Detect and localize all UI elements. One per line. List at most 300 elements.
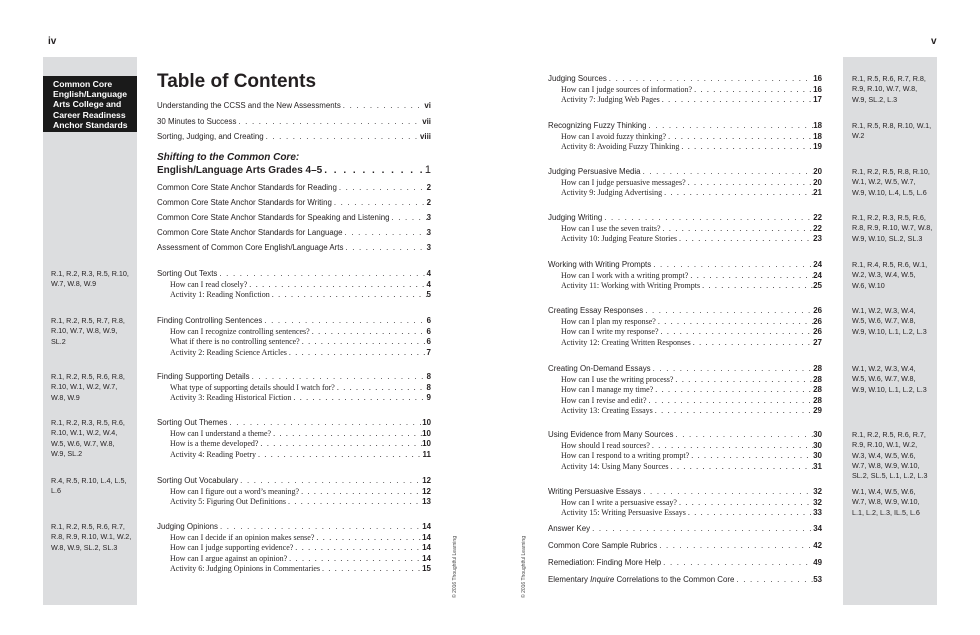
toc-entry-label: Elementary Inquire Correlations to the Common Core [548,575,735,584]
toc-subentry-page-number: 26 [813,327,822,337]
leader-dots [320,564,422,574]
section-heading-label: Working with Writing Prompts [548,260,652,269]
shifting-subheading-label: English/Language Arts Grades 4–5 [157,165,323,176]
section-heading[interactable] [157,476,431,486]
standards-line: W.3, W.4, W.5, W.6, [852,450,916,460]
leader-dots [299,487,422,497]
standards-list [852,306,927,337]
toc-subentry-label: What if there is no controlling sentence? [170,337,300,347]
toc-entry-label: Common Core State Anchor Standards for Writing [157,198,332,207]
standards-list [852,74,926,105]
toc-subentry[interactable] [561,327,822,337]
leader-dots [293,543,422,553]
leader-dots [343,228,427,238]
leader-dots [651,364,814,374]
standards-line: R.8, R.9, R.10, W.1, W.2, [51,532,132,542]
section-heading-label: Writing Persuasive Essays [548,487,642,496]
toc-subentry-label: How can I plan my response? [561,317,656,326]
leader-dots [677,498,813,508]
standards-line: R.1, R.5, R.8, R.10, W.1, [852,121,932,130]
toc-subentry-page-number: 28 [813,395,822,405]
section-heading-label: Judging Persuasive Media [548,167,641,176]
standards-heading-line: Anchor Standards [53,119,128,130]
standards-line: W.5, W.6, W.7, W.8, [852,374,916,384]
toc-subentry-page-number: 24 [813,271,822,280]
section-heading-page-number: 32 [813,487,822,496]
toc-subentry-page-number: 17 [813,95,822,105]
leader-dots [647,121,814,131]
standards-line: W.1, W.4, W.5, W.6, [852,487,916,496]
section-heading-page-number: 4 [426,269,431,278]
toc-subentry-label: How can I recognize controlling sentences? [170,327,310,336]
copyright-notice-left: © 2016 Thoughtful Learning [452,536,458,598]
page-number-right: v [931,36,937,47]
toc-entry-page-number: 42 [813,541,822,550]
section-heading-label: Finding Supporting Details [157,372,250,381]
standards-line: R.1, R.5, R.6, R.7, R.8, [852,74,926,83]
toc-entry[interactable] [548,541,822,551]
toc-entry[interactable] [157,101,431,111]
standards-line: R.10, W.1, W.2, W.4, [51,428,118,438]
toc-subentry-label: Activity 3: Reading Historical Fiction [170,393,292,403]
toc-subentry[interactable] [561,234,822,244]
toc-entry-page-number: 3 [426,228,431,237]
toc-subentry-label: How can I revise and edit? [561,395,647,405]
standards-line: SL.2 [51,336,66,346]
toc-entry-page-number: 2 [426,198,431,207]
section-heading[interactable] [157,316,431,326]
leader-dots [310,327,427,337]
leader-dots [679,142,813,152]
leader-dots [669,462,814,472]
leader-dots [262,316,426,326]
section-heading[interactable] [548,430,822,440]
leader-dots [647,396,814,406]
toc-entry[interactable] [157,228,431,238]
toc-subentry-label: How can I argue against an opinion? [170,553,288,563]
leader-dots [250,372,427,382]
standards-heading-line: Common Core [53,79,113,89]
toc-subentry-page-number: 25 [813,281,822,291]
section-heading-label: Sorting Out Themes [157,418,228,427]
leader-dots [256,450,423,460]
leader-dots [641,167,814,177]
toc-subentry-page-number: 14 [422,543,431,553]
toc-subentry-label: How can I read closely? [170,280,248,289]
toc-subentry-label: How can I avoid fuzzy thinking? [561,132,667,141]
leader-dots [661,558,813,568]
section-heading[interactable] [548,74,822,84]
toc-entry-page-number: vi [424,101,431,110]
standards-line: W.2, W.3, W.4, W.5, [852,270,916,280]
toc-subentry-label: Activity 15: Writing Persuasive Essays [561,508,686,518]
standards-line: R.1, R.2, R.3, R.5, R.6, [51,418,125,427]
toc-entry-label: Sorting, Judging, and Creating [157,132,264,141]
toc-subentry-page-number: 13 [422,497,431,507]
leader-dots [264,132,420,142]
toc-subentry-page-number: 10 [422,429,431,438]
toc-subentry[interactable] [170,393,431,403]
toc-subentry-label: How can I use the writing process? [561,375,674,384]
standards-line: W.2 [852,131,865,141]
toc-entry-label: Common Core State Anchor Standards for Language [157,228,343,237]
toc-entry-label: Understanding the CCSS and the New Assessments [157,101,341,110]
standards-line: W.9, W.10, SL.2, SL.3 [852,233,923,243]
standards-line: R.9, R.10, W.1, W.2, [852,440,918,450]
toc-subentry-label: Activity 1: Reading Nonfiction [170,290,270,300]
section-heading-label: Recognizing Fuzzy Thinking [548,121,647,130]
toc-subentry[interactable] [170,337,431,347]
leader-dots [677,234,813,244]
toc-subentry[interactable] [561,188,822,198]
toc-subentry-page-number: 23 [813,234,822,244]
toc-subentry[interactable] [170,280,431,290]
standards-heading-line: Arts College and [53,99,122,110]
toc-subentry[interactable] [170,497,431,507]
toc-subentry-page-number: 15 [422,563,431,573]
toc-entry[interactable] [157,117,431,127]
shifting-page-number: 1 [424,164,431,176]
section-heading-page-number: 22 [813,213,822,222]
leader-dots [343,243,426,253]
toc-subentry[interactable] [561,375,822,385]
leader-dots [659,327,814,337]
toc-entry-page-number: 3 [426,213,431,222]
leader-dots [660,95,813,105]
leader-dots [734,575,813,585]
section-heading-label: Judging Opinions [157,522,218,531]
toc-subentry-label: What type of supporting details should I watch for? [170,383,335,392]
toc-subentry-label: How can I write my response? [561,327,659,337]
section-heading-label: Creating Essay Responses [548,306,644,315]
leader-dots [271,429,422,439]
shifting-subheading[interactable] [157,164,431,176]
standards-heading-box [43,76,137,132]
toc-subentry-label: How can I figure out a word’s meaning? [170,487,300,496]
section-heading-page-number: 18 [813,121,822,130]
leader-dots [673,430,813,440]
standards-line: R.1, R.2, R.3, R.5, R.6, [852,213,926,222]
section-heading-page-number: 14 [422,522,431,531]
standards-list [51,372,125,403]
standards-line: W.5, W.6, W.7, W.8, [51,438,115,448]
toc-entry[interactable] [548,575,822,585]
toc-subentry[interactable] [561,317,822,327]
section-heading-label: Creating On-Demand Essays [548,364,651,373]
toc-subentry-label: Activity 13: Creating Essays [561,405,653,415]
leader-dots [300,337,427,347]
section-heading-page-number: 12 [422,476,431,485]
standards-line: R.1, R.2, R.5, R.6, R.7, [51,522,125,531]
toc-entry-label: Common Core State Anchor Standards for Speaking and Listening [157,213,390,222]
toc-entry-label: Remediation: Finding More Help [548,558,662,567]
leader-dots [291,393,426,403]
toc-subentry[interactable] [561,406,822,416]
toc-subentry-label: How can I judge persuasive messages? [561,178,686,187]
standards-line: W.1, W.2, W.3, W.4, [852,306,916,315]
toc-subentry-label: Activity 12: Creating Written Responses [561,337,691,347]
standards-list [51,476,127,497]
toc-entry-label: Common Core Sample Rubrics [548,541,658,550]
section-heading-label: Judging Writing [548,213,603,222]
toc-subentry-page-number: 6 [426,327,431,336]
page-title: Table of Contents [157,71,317,92]
toc-subentry-page-number: 29 [813,405,822,415]
standards-list [852,260,927,291]
toc-subentry-label: How can I manage my time? [561,385,654,395]
leader-dots [227,418,422,428]
section-heading[interactable] [548,167,822,177]
toc-subentry[interactable] [170,383,431,393]
shifting-heading: Shifting to the Common Core: [157,152,300,163]
section-heading[interactable] [548,364,822,374]
leader-dots [656,317,813,327]
toc-subentry[interactable] [170,348,431,358]
section-heading[interactable] [548,213,822,223]
standards-line: L.6 [51,486,61,496]
section-heading-page-number: 26 [813,306,822,315]
standards-line: R.1, R.2, R.5, R.7, R.8, [51,316,125,325]
standards-list [51,269,129,290]
leader-dots [653,406,813,416]
toc-entry-page-number: vii [422,117,431,126]
standards-list [51,418,125,459]
leader-dots [673,375,813,385]
toc-subentry[interactable] [561,385,822,395]
leader-dots [389,213,426,223]
toc-subentry-page-number: 33 [813,508,822,518]
toc-subentry-page-number: 12 [422,487,431,496]
toc-subentry-page-number: 20 [813,178,822,187]
section-heading-page-number: 16 [813,74,822,83]
standards-line: L.1, L.2, L.3, IL.5, L.6 [852,507,920,517]
copyright-notice-right: © 2016 Thoughtful Learning [521,536,527,598]
section-heading[interactable] [157,372,431,382]
toc-subentry[interactable] [561,396,822,406]
toc-subentry[interactable] [170,533,431,543]
leader-dots [689,451,813,461]
toc-subentry-label: How can I write a persuasive essay? [561,498,677,507]
section-heading[interactable] [157,269,431,279]
leader-dots [218,522,422,532]
standards-list [852,430,928,481]
toc-subentry[interactable] [561,281,822,291]
toc-entry-page-number: 3 [426,243,431,252]
toc-subentry-label: Activity 10: Judging Feature Stories [561,234,677,244]
leader-dots [332,198,427,208]
standards-line: W.6, W.10 [852,280,885,290]
section-heading[interactable] [157,522,431,532]
standards-list [852,364,927,395]
standards-line: R.1, R.2, R.3, R.5, R.10, [51,269,129,278]
toc-subentry-page-number: 30 [813,441,822,450]
standards-line: W.9, SL.2 [51,448,83,458]
toc-subentry-page-number: 30 [813,451,822,461]
standards-line: R.4, R.5, R.10, L.4, L.5, [51,476,127,485]
leader-dots [688,271,813,281]
leader-dots [691,338,813,348]
standards-line: R.9, R.10, W.7, W.8, [852,84,918,94]
toc-subentry-page-number: 8 [426,383,431,392]
toc-subentry-label: How can I decide if an opinion makes sense? [170,533,315,542]
standards-heading-line: English/Language [53,89,128,100]
section-heading-page-number: 6 [426,316,431,325]
toc-entry-label: Answer Key [548,524,591,533]
toc-subentry-page-number: 6 [426,337,431,347]
toc-subentry[interactable] [561,95,822,105]
standards-line: R.1, R.2, R.5, R.8, R.10, [852,167,930,176]
toc-subentry[interactable] [561,451,822,461]
toc-entry[interactable] [548,558,822,568]
toc-subentry-label: How can I work with a writing prompt? [561,271,689,280]
standards-line: W.1, W.2, W.5, W.7, [852,177,916,187]
toc-entry[interactable] [157,243,431,253]
toc-subentry-page-number: 19 [813,142,822,152]
toc-subentry[interactable] [170,429,431,439]
toc-entry[interactable] [157,132,431,142]
section-heading[interactable] [548,121,822,131]
leader-dots [666,132,813,142]
toc-subentry[interactable] [561,462,822,472]
toc-subentry[interactable] [170,439,431,449]
section-heading[interactable] [548,260,822,270]
section-heading[interactable] [548,306,822,316]
standards-line: W.9, W.10, L.1, L.2, L.3 [852,326,927,336]
toc-subentry[interactable] [561,132,822,142]
toc-subentry-page-number: 28 [813,375,822,384]
standards-heading-line: Career Readiness [53,109,126,120]
leader-dots [314,533,422,543]
section-heading-page-number: 20 [813,167,822,176]
toc-subentry[interactable] [170,487,431,497]
toc-subentry[interactable] [561,178,822,188]
toc-subentry[interactable] [170,564,431,574]
toc-entry[interactable] [157,198,431,208]
toc-subentry[interactable] [561,498,822,508]
toc-subentry[interactable] [561,271,822,281]
toc-subentry-page-number: 26 [813,317,822,326]
standards-line: SL.2, SL.5, L.1, L.2, L.3 [852,471,928,481]
leader-dots [662,188,813,198]
section-heading-page-number: 8 [426,372,431,381]
toc-subentry[interactable] [561,441,822,451]
toc-subentry-page-number: 11 [422,449,431,459]
toc-entry-label: Assessment of Common Core English/Language Arts [157,243,344,252]
standards-line: R.10, W.1, W.2, W.7, [51,382,118,392]
toc-subentry[interactable] [561,85,822,95]
toc-entry-page-number: viii [420,132,431,141]
leader-dots [686,178,813,188]
leader-dots [590,524,813,534]
standards-line: W.7, W.8, W.9, W.10, [852,497,920,507]
leader-dots [238,476,422,486]
leader-dots [661,224,814,234]
toc-subentry-label: Activity 8: Avoiding Fuzzy Thinking [561,142,680,152]
standards-line: W.9, W.10, L.1, L.2, L.3 [852,384,927,394]
toc-subentry-label: Activity 2: Reading Science Articles [170,347,287,357]
leader-dots [258,439,422,449]
toc-subentry-label: How can I judge sources of information? [561,85,693,94]
toc-entry[interactable] [548,524,822,534]
standards-line: R.1, R.4, R.5, R.6, W.1, [852,260,928,269]
standards-line: W.8, W.9, SL.2, SL.3 [51,542,118,552]
toc-subentry-label: How can I respond to a writing prompt? [561,451,690,461]
toc-subentry[interactable] [561,508,822,518]
toc-subentry-label: How can I use the seven traits? [561,224,661,233]
toc-subentry-page-number: 27 [813,337,822,347]
leader-dots [322,165,425,176]
toc-subentry[interactable] [170,543,431,553]
toc-subentry-label: How should I read sources? [561,441,650,450]
toc-subentry[interactable] [561,142,822,152]
standards-list [852,121,931,142]
standards-list [51,522,131,553]
toc-subentry-page-number: 28 [813,385,822,395]
leader-dots [700,281,813,291]
toc-subentry[interactable] [170,327,431,337]
toc-subentry-page-number: 16 [813,85,822,94]
toc-entry[interactable] [157,183,431,193]
leader-dots [286,497,422,507]
standards-line: R.8, R.9, R.10, W.7, W.8, [852,223,933,233]
toc-subentry[interactable] [561,338,822,348]
standards-line: W.9, SL.2, L.3 [852,94,898,104]
toc-subentry-label: Activity 9: Judging Advertising [561,188,663,198]
toc-entry-page-number: 53 [813,575,822,584]
leader-dots [337,183,427,193]
toc-subentry-page-number: 32 [813,498,822,507]
leader-dots [607,74,813,84]
leader-dots [651,260,813,270]
section-heading-label: Sorting Out Vocabulary [157,476,239,485]
section-heading-label: Judging Sources [548,74,607,83]
toc-subentry[interactable] [561,224,822,234]
toc-entry-page-number: 49 [813,558,822,567]
toc-subentry-page-number: 7 [426,347,431,357]
toc-subentry-page-number: 18 [813,132,822,141]
toc-subentry[interactable] [170,290,431,300]
standards-list [51,316,125,347]
toc-subentry[interactable] [170,554,431,564]
leader-dots [650,441,813,451]
standards-line: W.5, W.6, W.7, W.8, [852,316,916,326]
standards-line: R.1, R.2, R.5, R.6, R.7, [852,430,926,439]
toc-subentry-label: Activity 5: Figuring Out Definitions [170,497,286,507]
toc-subentry-label: Activity 4: Reading Poetry [170,449,256,459]
section-heading-page-number: 30 [813,430,822,439]
leader-dots [602,213,813,223]
toc-entry[interactable] [157,213,431,223]
leader-dots [692,85,813,95]
toc-subentry-page-number: 22 [813,224,822,233]
toc-subentry-label: Activity 14: Using Many Sources [561,461,669,471]
leader-dots [686,508,813,518]
standards-line: R.10, W.7, W.8, W.9, [51,326,118,336]
section-heading[interactable] [157,418,431,428]
leader-dots [287,554,422,564]
leader-dots [270,290,427,300]
leader-dots [247,280,426,290]
leader-dots [657,541,813,551]
toc-entry-page-number: 2 [426,183,431,192]
toc-subentry-label: Activity 6: Judging Opinions in Commentaries [170,563,320,573]
section-heading[interactable] [548,487,822,497]
standards-list [852,487,920,518]
toc-subentry[interactable] [170,450,431,460]
leader-dots [287,348,427,358]
toc-subentry-page-number: 9 [426,393,431,403]
toc-subentry-label: How can I judge supporting evidence? [170,543,294,553]
